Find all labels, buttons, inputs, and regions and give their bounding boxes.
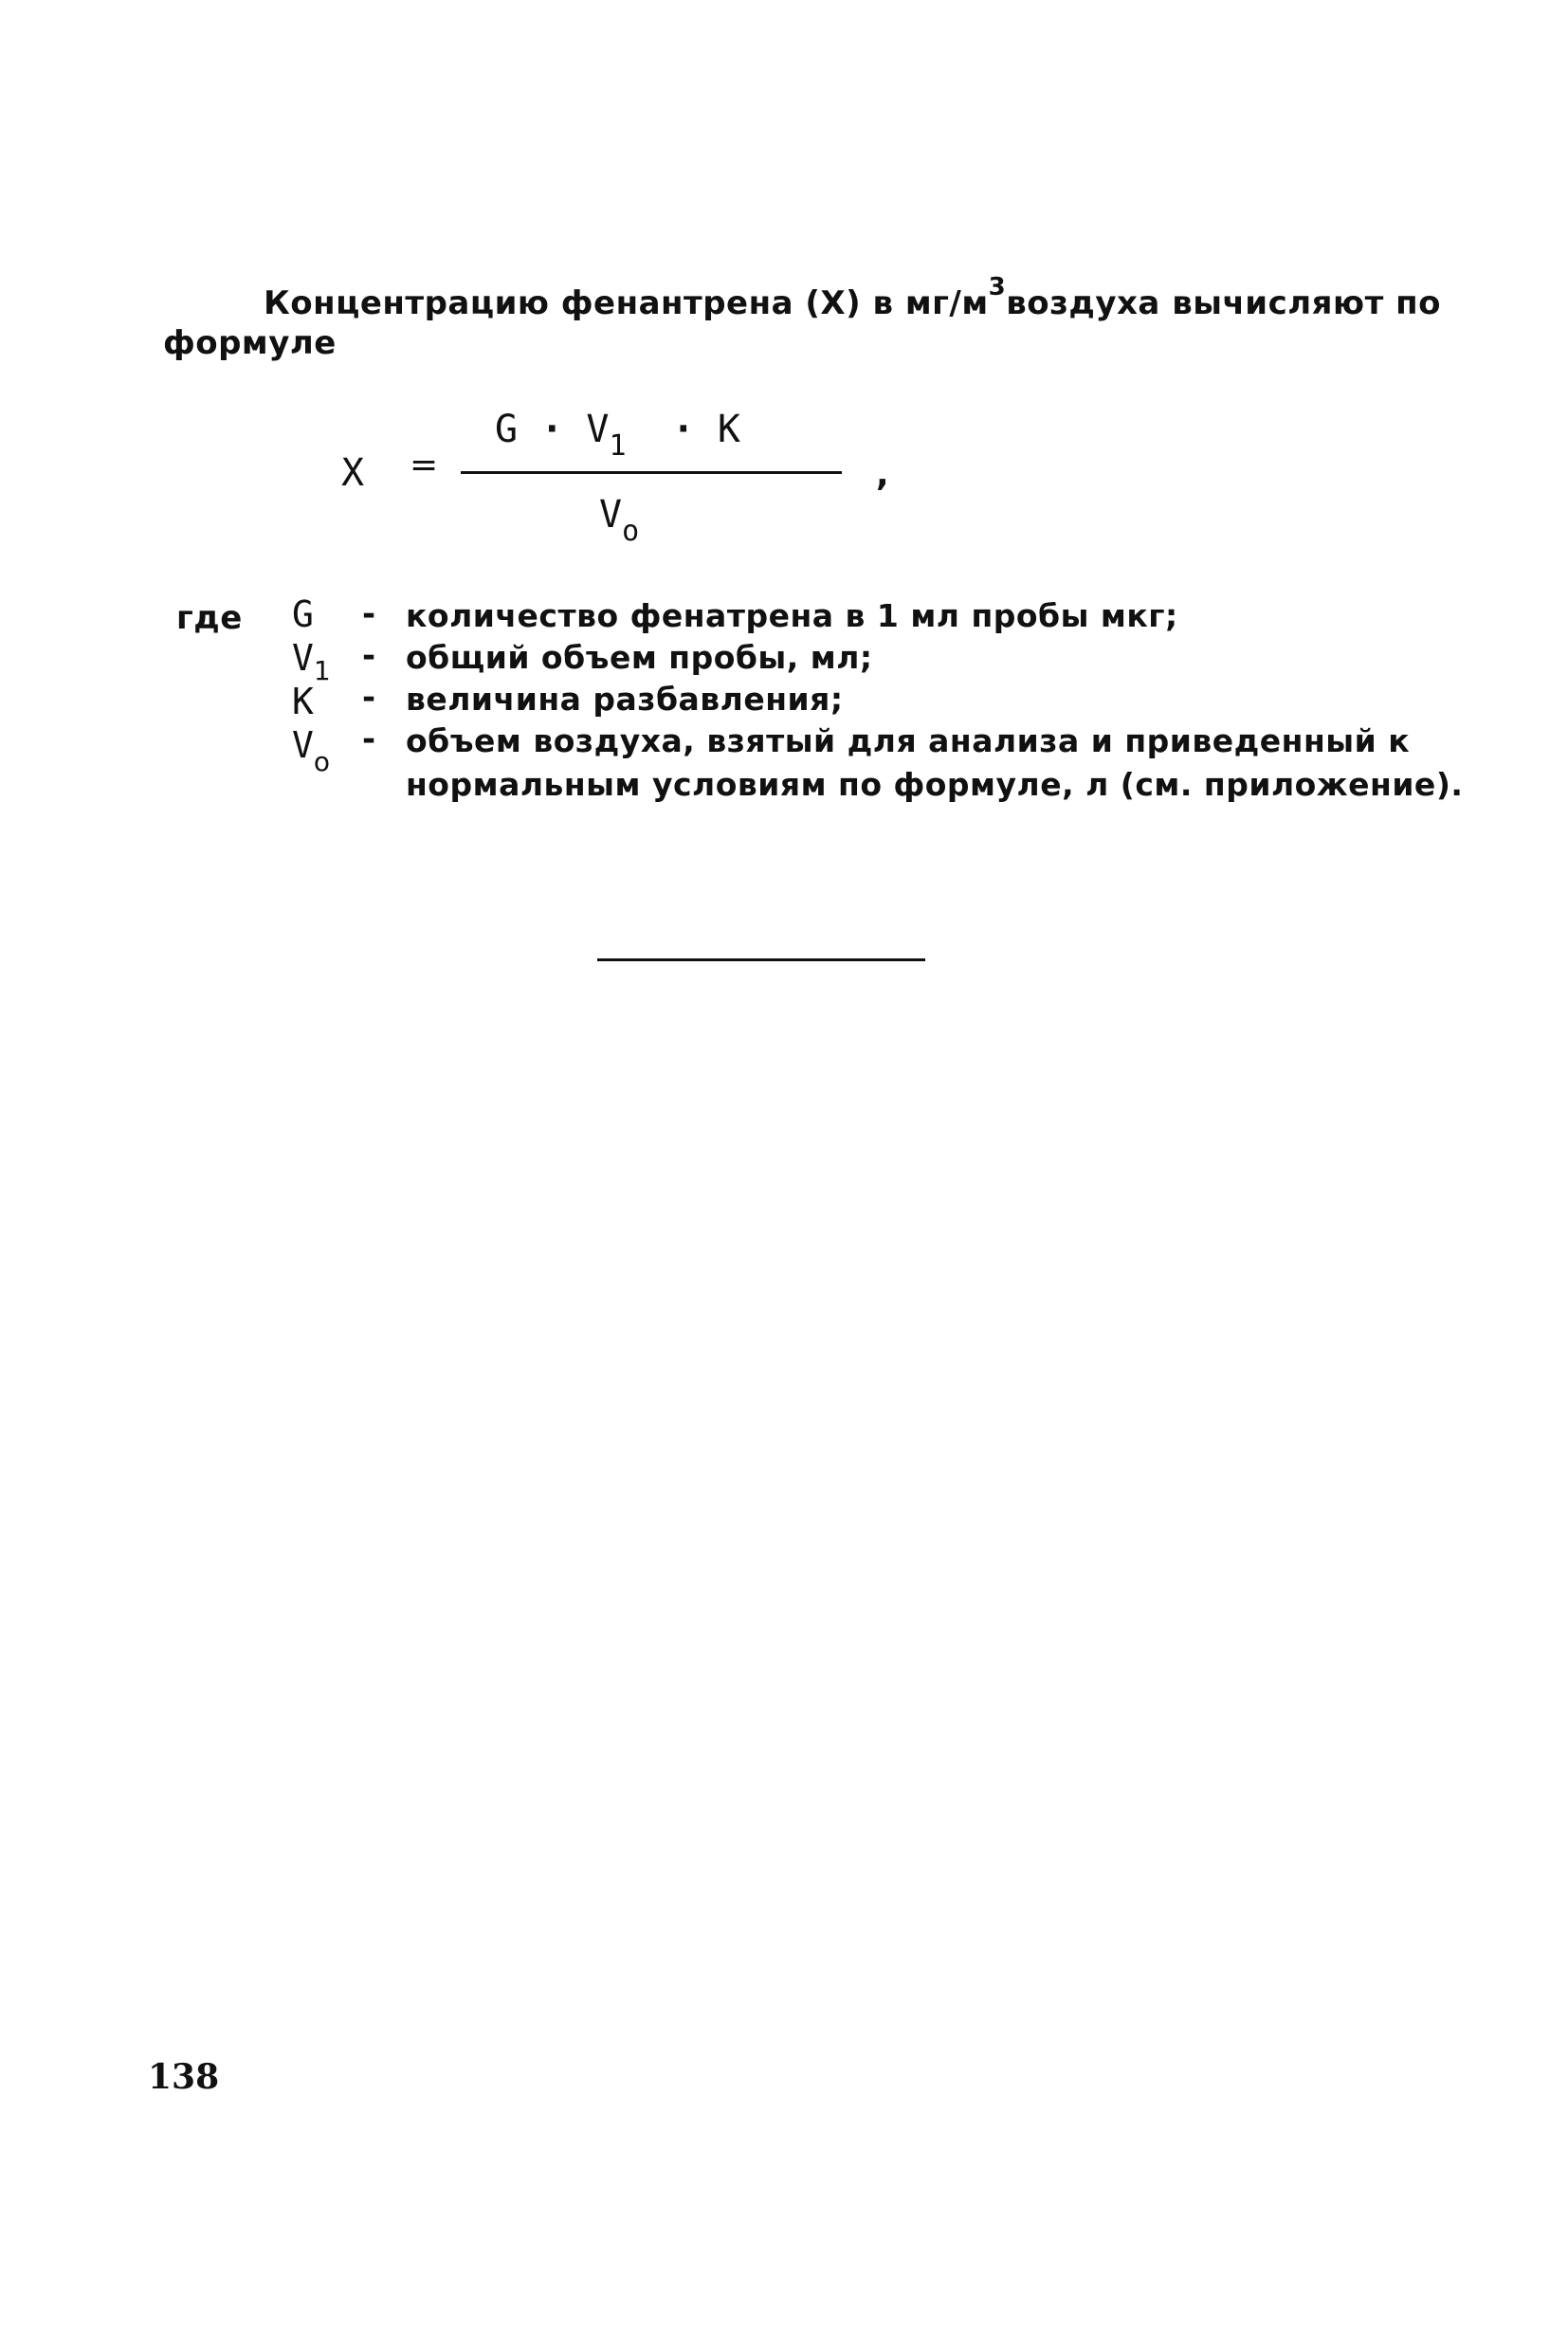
formula-numerator xyxy=(495,408,740,463)
intro-text-after: воздуха вычисляют по xyxy=(1006,284,1441,322)
legend-definition: величина разбавления; xyxy=(406,681,844,718)
legend-item-K xyxy=(292,681,314,722)
legend-dash: - xyxy=(362,720,376,758)
numerator-dot-1: · xyxy=(540,408,564,451)
legend-definition: количество фенатрена в 1 мл пробы мкг; xyxy=(406,597,1178,634)
separator-line xyxy=(597,958,925,961)
formula-equals: = xyxy=(410,446,439,484)
legend-definition: объем воздуха, взятый для анализа и приведенный к xyxy=(406,722,1411,759)
unit-superscript: 3 xyxy=(988,273,1007,301)
formula-comma: , xyxy=(876,455,889,494)
formula-denominator xyxy=(599,493,640,548)
legend-symbol: V xyxy=(292,724,314,766)
legend-symbol: G xyxy=(292,593,314,635)
legend-item-V1 xyxy=(292,637,331,686)
legend-definition: общий объем пробы, мл; xyxy=(406,639,873,676)
legend-dash: - xyxy=(362,595,376,633)
intro-paragraph-line-2: формуле xyxy=(163,324,337,362)
legend-symbol: V xyxy=(292,637,314,679)
intro-text-before: Концентрацию фенантрена (X) в мг/м xyxy=(264,284,989,322)
formula-lhs: X xyxy=(341,451,365,495)
numerator-V-subscript: 1 xyxy=(609,429,627,463)
legend-symbol-subscript: o xyxy=(313,746,331,777)
legend-item-Vo xyxy=(292,724,331,777)
numerator-V: V xyxy=(586,408,610,451)
legend-definition-continuation: нормальным условиям по формуле, л (см. приложение). xyxy=(406,766,1464,803)
denominator-V-subscript: o xyxy=(622,515,640,548)
numerator-G: G xyxy=(495,408,519,451)
denominator-V: V xyxy=(599,493,623,537)
legend-symbol-subscript: 1 xyxy=(313,655,331,686)
legend-symbol: K xyxy=(292,681,314,722)
intro-paragraph-line-1 xyxy=(264,273,1441,322)
legend-dash: - xyxy=(362,679,376,717)
legend-where-label: где xyxy=(176,599,243,637)
numerator-K: K xyxy=(717,408,740,451)
fraction-bar xyxy=(461,471,842,474)
legend-item-G xyxy=(292,593,314,635)
legend-dash: - xyxy=(362,637,376,675)
numerator-dot-2: · xyxy=(671,408,695,451)
page-number: 138 xyxy=(148,2057,220,2097)
